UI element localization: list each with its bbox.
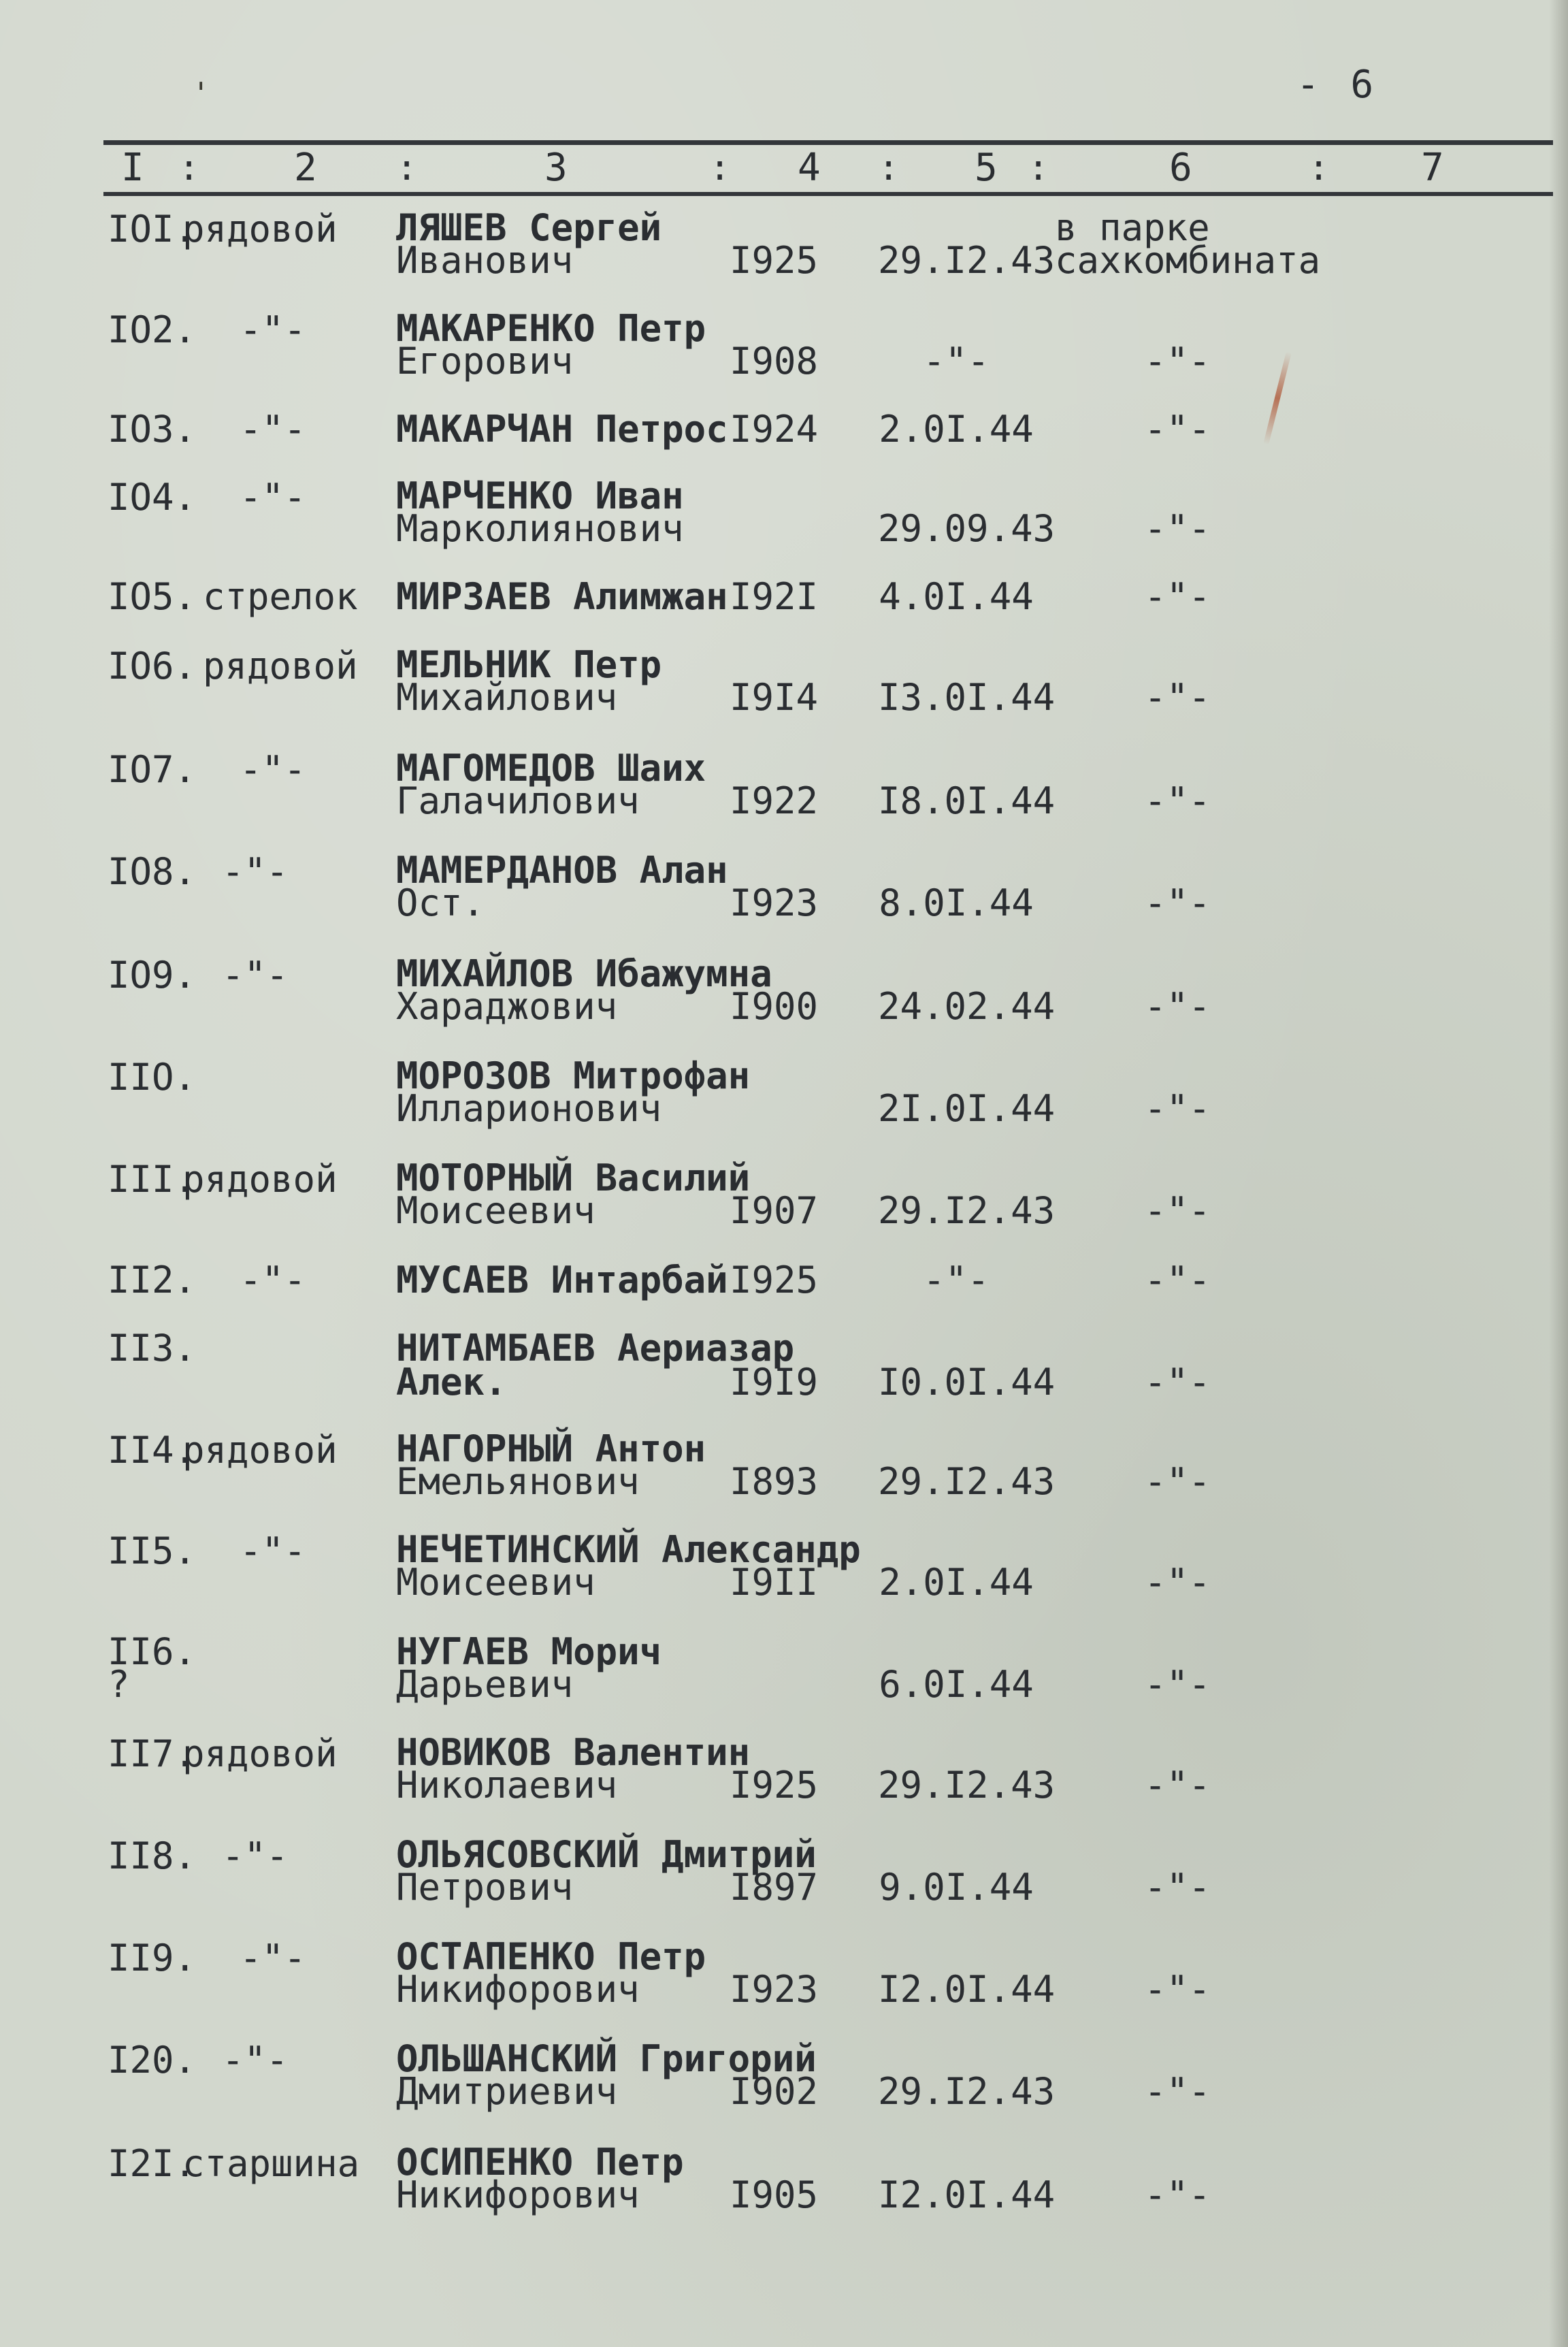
row-surname-line: НАГОРНЫЙ Антон bbox=[396, 1427, 706, 1470]
row-surname-line: НУГАЕВ Морич bbox=[396, 1630, 662, 1673]
row-place: -"- bbox=[1144, 676, 1211, 719]
row-number: II4. bbox=[108, 1429, 197, 1472]
row-place: -"- bbox=[1144, 1259, 1211, 1301]
row-rank: -"- bbox=[222, 850, 289, 893]
row-surname-line: ОЛЬЯСОВСКИЙ Дмитрий bbox=[396, 1833, 817, 1876]
col-separator: : bbox=[178, 148, 200, 189]
row-number: I20. bbox=[108, 2039, 197, 2082]
row-birth-year: I922 bbox=[730, 779, 819, 822]
row-surname-line: МАРЧЕНКО Иван bbox=[396, 474, 684, 517]
row-number: IO2. bbox=[108, 308, 197, 351]
row-surname-line: МОРОЗОВ Митрофан bbox=[396, 1054, 751, 1097]
row-number: III. bbox=[108, 1158, 197, 1201]
row-number: II3. bbox=[108, 1327, 197, 1370]
row-date: 24.02.44 bbox=[878, 985, 1056, 1028]
row-date: I2.0I.44 bbox=[878, 1968, 1056, 2011]
row-birth-year: I902 bbox=[730, 2070, 819, 2113]
paper-edge-shadow bbox=[1549, 0, 1568, 2347]
row-number: IO9. bbox=[108, 954, 197, 997]
row-patronymic-line: Алек. bbox=[396, 1361, 507, 1404]
row-place: -"- bbox=[1144, 1968, 1211, 2011]
page-number: - 6 bbox=[1296, 63, 1378, 107]
row-patronymic-line: Дмитриевич bbox=[396, 2070, 618, 2113]
row-surname-line: ОСИПЕНКО Петр bbox=[396, 2141, 684, 2184]
row-place: -"- bbox=[1144, 985, 1211, 1028]
row-rank: -"- bbox=[222, 954, 289, 997]
row-surname-line: НИТАМБАЕВ Аериазар bbox=[396, 1327, 795, 1370]
row-place: -"- bbox=[1144, 779, 1211, 822]
col-header-6: 6 bbox=[1169, 146, 1192, 190]
row-rank: -"- bbox=[240, 308, 306, 351]
row-surname-line: МАКАРЧАН Петрос bbox=[396, 408, 728, 451]
row-rank: рядовой bbox=[182, 1732, 338, 1775]
header-top-rule bbox=[103, 140, 1553, 145]
row-number: IO8. bbox=[108, 850, 197, 893]
row-rank: рядовой bbox=[182, 208, 338, 250]
row-place: -"- bbox=[1144, 1361, 1211, 1404]
row-birth-year: I925 bbox=[730, 1259, 819, 1301]
row-surname-line: НЕЧЕТИНСКИЙ Александр bbox=[396, 1528, 861, 1571]
row-birth-year: I908 bbox=[730, 340, 819, 383]
row-date: 29.I2.43 bbox=[878, 239, 1056, 282]
row-patronymic-line: Моисеевич bbox=[396, 1561, 595, 1604]
row-birth-year: I905 bbox=[730, 2173, 819, 2216]
row-place: -"- bbox=[1144, 2173, 1211, 2216]
row-patronymic-line: Ост. bbox=[396, 881, 485, 924]
row-place: -"- bbox=[1144, 1087, 1211, 1130]
row-number: II2. bbox=[108, 1259, 197, 1301]
row-rank: -"- bbox=[240, 1529, 306, 1572]
row-number: IIO. bbox=[108, 1056, 197, 1099]
row-surname-line: ЛЯШЕВ Сергей bbox=[396, 206, 662, 249]
row-rank: -"- bbox=[222, 1834, 289, 1877]
row-place: -"- bbox=[1144, 1663, 1211, 1706]
row-birth-year: I907 bbox=[730, 1189, 819, 1232]
row-number: II9. bbox=[108, 1937, 197, 1979]
row-date: I2.0I.44 bbox=[878, 2173, 1056, 2216]
row-number: IO6. bbox=[108, 645, 197, 687]
row-number-query: ? bbox=[108, 1663, 130, 1706]
row-birth-year: I925 bbox=[730, 1764, 819, 1807]
row-place: -"- bbox=[1144, 1764, 1211, 1807]
col-separator: : bbox=[878, 148, 900, 189]
row-date: 2I.0I.44 bbox=[878, 1087, 1056, 1130]
row-rank: стрелок bbox=[203, 575, 358, 618]
row-birth-year: I92I bbox=[730, 575, 819, 618]
row-surname-line: МЕЛЬНИК Петр bbox=[396, 643, 662, 686]
row-patronymic-line: Михайлович bbox=[396, 676, 618, 719]
row-rank: старшина bbox=[182, 2142, 360, 2185]
row-number: II5. bbox=[108, 1529, 197, 1572]
row-patronymic-line: Емельянович bbox=[396, 1460, 640, 1503]
row-number: IO5. bbox=[108, 575, 197, 618]
row-birth-year: I9I9 bbox=[730, 1361, 819, 1404]
row-patronymic-line: Егорович bbox=[396, 340, 574, 383]
row-rank: -"- bbox=[240, 408, 306, 451]
row-place-line2: сахкомбината bbox=[1055, 239, 1321, 282]
row-rank: -"- bbox=[222, 2039, 289, 2082]
row-date: 29.09.43 bbox=[878, 507, 1056, 550]
col-separator: : bbox=[1308, 148, 1330, 189]
row-birth-year: I9I4 bbox=[730, 676, 819, 719]
row-number: II7. bbox=[108, 1732, 197, 1775]
col-header-2: 2 bbox=[294, 146, 317, 190]
row-date: 2.0I.44 bbox=[879, 408, 1034, 451]
row-surname-line: МИРЗАЕВ Алимжан bbox=[396, 575, 728, 618]
row-patronymic-line: Илларионович bbox=[396, 1087, 662, 1130]
row-surname-line: ОСТАПЕНКО Петр bbox=[396, 1935, 706, 1978]
row-birth-year: I9II bbox=[730, 1561, 819, 1604]
row-date: 29.I2.43 bbox=[878, 1764, 1056, 1807]
row-place: -"- bbox=[1144, 1866, 1211, 1909]
col-separator: : bbox=[709, 148, 731, 189]
row-patronymic-line: Петрович bbox=[396, 1866, 574, 1909]
row-birth-year: I923 bbox=[730, 1968, 819, 2011]
row-place: -"- bbox=[1144, 881, 1211, 924]
row-number: IO7. bbox=[108, 748, 197, 791]
row-surname-line: МАКАРЕНКО Петр bbox=[396, 307, 706, 350]
row-number: IOI. bbox=[108, 208, 197, 250]
col-header-7: 7 bbox=[1421, 146, 1444, 190]
row-date: 6.0I.44 bbox=[879, 1663, 1034, 1706]
row-date: 29.I2.43 bbox=[878, 1460, 1056, 1503]
row-number: II6. bbox=[108, 1630, 197, 1673]
row-place: -"- bbox=[1144, 408, 1211, 451]
row-date: I8.0I.44 bbox=[878, 779, 1056, 822]
row-date: -"- bbox=[923, 1259, 990, 1301]
row-surname-line: МОТОРНЫЙ Василий bbox=[396, 1156, 751, 1199]
row-surname-line: МУСАЕВ Интарбай bbox=[396, 1259, 728, 1301]
row-place: -"- bbox=[1144, 507, 1211, 550]
col-header-3: 3 bbox=[544, 146, 568, 190]
row-birth-year: I900 bbox=[730, 985, 819, 1028]
row-surname-line: НОВИКОВ Валентин bbox=[396, 1731, 751, 1774]
row-place: -"- bbox=[1144, 1189, 1211, 1232]
row-rank: -"- bbox=[240, 748, 306, 791]
col-separator: : bbox=[1028, 148, 1049, 189]
row-patronymic-line: Никифорович bbox=[396, 1968, 640, 2011]
row-number: IO4. bbox=[108, 476, 197, 519]
row-birth-year: I925 bbox=[730, 239, 819, 282]
stray-mark: ' bbox=[192, 76, 210, 111]
row-rank: -"- bbox=[240, 476, 306, 519]
row-place: -"- bbox=[1144, 2070, 1211, 2113]
row-place: -"- bbox=[1144, 1561, 1211, 1604]
row-surname-line: МИХАЙЛОВ Ибажумна bbox=[396, 952, 772, 995]
row-number: I2I. bbox=[108, 2142, 197, 2185]
row-patronymic-line: Николаевич bbox=[396, 1764, 618, 1807]
row-birth-year: I893 bbox=[730, 1460, 819, 1503]
row-place: -"- bbox=[1144, 340, 1211, 383]
row-birth-year: I897 bbox=[730, 1866, 819, 1909]
row-patronymic-line: Моисеевич bbox=[396, 1189, 595, 1232]
row-date: 2.0I.44 bbox=[879, 1561, 1034, 1604]
row-patronymic-line: Иванович bbox=[396, 239, 574, 282]
row-place: -"- bbox=[1144, 575, 1211, 618]
row-birth-year: I924 bbox=[730, 408, 819, 451]
col-header-4: 4 bbox=[798, 146, 821, 190]
row-surname-line: МАМЕРДАНОВ Алан bbox=[396, 849, 728, 892]
header-bottom-rule bbox=[103, 192, 1553, 196]
col-separator: : bbox=[396, 148, 418, 189]
row-surname-line: МАГОМЕДОВ Шаих bbox=[396, 747, 706, 790]
row-rank: -"- bbox=[240, 1259, 306, 1301]
row-patronymic-line: Никифорович bbox=[396, 2173, 640, 2216]
row-date: 4.0I.44 bbox=[879, 575, 1034, 618]
row-patronymic-line: Марколиянович bbox=[396, 507, 684, 550]
row-date: 29.I2.43 bbox=[878, 2070, 1056, 2113]
row-rank: -"- bbox=[240, 1937, 306, 1979]
row-date: -"- bbox=[923, 340, 990, 383]
row-date: I3.0I.44 bbox=[878, 676, 1056, 719]
row-date: 8.0I.44 bbox=[879, 881, 1034, 924]
row-date: 29.I2.43 bbox=[878, 1189, 1056, 1232]
row-number: IO3. bbox=[108, 408, 197, 451]
row-patronymic-line: Дарьевич bbox=[396, 1663, 574, 1706]
row-rank: рядовой bbox=[182, 1429, 338, 1472]
row-patronymic-line: Галачилович bbox=[396, 779, 640, 822]
row-rank: рядовой bbox=[203, 645, 358, 687]
row-date: I0.0I.44 bbox=[878, 1361, 1056, 1404]
row-rank: рядовой bbox=[182, 1158, 338, 1201]
col-header-5: 5 bbox=[975, 146, 998, 190]
row-date: 9.0I.44 bbox=[879, 1866, 1034, 1909]
row-surname-line: ОЛЬШАНСКИЙ Григорий bbox=[396, 2037, 817, 2080]
row-place-line1: в парке bbox=[1055, 206, 1210, 249]
row-patronymic-line: Хараджович bbox=[396, 985, 618, 1028]
row-birth-year: I923 bbox=[730, 881, 819, 924]
row-place: -"- bbox=[1144, 1460, 1211, 1503]
col-header-1: I bbox=[121, 146, 144, 190]
row-number: II8. bbox=[108, 1834, 197, 1877]
